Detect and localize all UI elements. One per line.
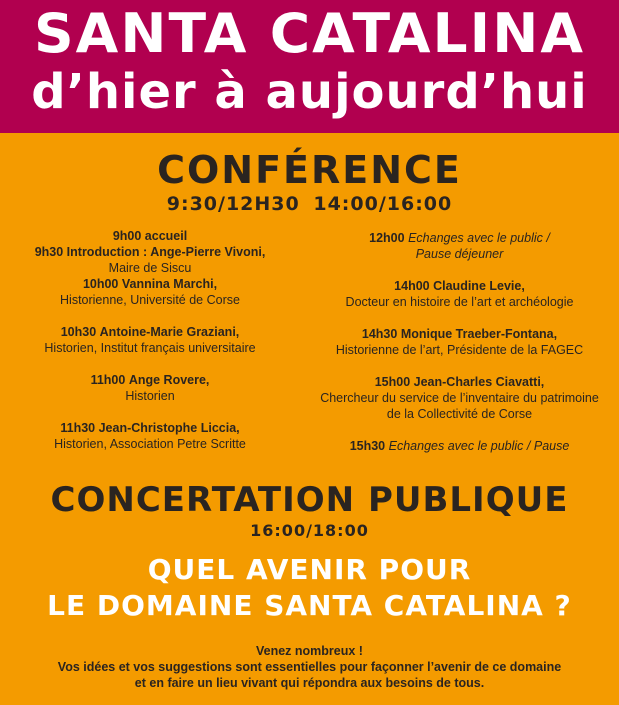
item-name: Antoine-Marie Graziani, bbox=[99, 325, 240, 339]
item-time: 11h30 bbox=[60, 421, 96, 435]
item-role: Docteur en histoire de l’art et archéologie bbox=[345, 295, 574, 309]
item-role: Historienne de l’art, Présidente de la FAGEC bbox=[335, 343, 584, 357]
main-title: SANTA CATALINA bbox=[33, 2, 586, 65]
question-line-1: QUEL AVENIR POUR bbox=[147, 553, 472, 586]
item-name: Monique Traeber-Fontana, bbox=[400, 327, 558, 341]
item-time: 9h30 bbox=[34, 245, 64, 259]
item-role: Maire de Siscu bbox=[108, 261, 192, 275]
schedule-item bbox=[300, 230, 619, 262]
concertation-times: 16:00/18:00 bbox=[250, 521, 369, 540]
item-role: Chercheur du service de l’inventaire du patrimoine bbox=[320, 391, 599, 405]
item-role: Historien, Institut français universitaire bbox=[44, 341, 256, 355]
item-role: Historien, Association Petre Scritte bbox=[54, 437, 246, 451]
subtitle: d’hier à aujourd’hui bbox=[31, 64, 588, 120]
schedule-left-column bbox=[0, 228, 300, 452]
question-heading bbox=[0, 552, 619, 624]
schedule-item bbox=[300, 278, 619, 310]
item-role: Historien bbox=[125, 389, 175, 403]
item-time: 10h30 bbox=[60, 325, 97, 339]
schedule-right-column bbox=[300, 230, 619, 454]
item-time: 15h00 bbox=[374, 375, 411, 389]
item-note: Pause déjeuner bbox=[415, 247, 504, 261]
item-role: Historienne, Université de Corse bbox=[60, 293, 240, 307]
schedule-item bbox=[0, 276, 300, 308]
item-time: 10h00 bbox=[82, 277, 119, 291]
item-name: Claudine Levie, bbox=[433, 279, 525, 293]
footer-line-3: et en faire un lieu vivant qui répondra aux besoins de tous. bbox=[134, 676, 485, 690]
schedule-item bbox=[300, 326, 619, 358]
schedule-item bbox=[300, 438, 619, 454]
schedule-item bbox=[0, 420, 300, 452]
item-note: Echanges avec le public / bbox=[408, 231, 550, 245]
footer-line-2: Vos idées et vos suggestions sont essentielles pour façonner l’avenir de ce domaine bbox=[57, 660, 562, 674]
item-name: Jean-Christophe Liccia, bbox=[98, 421, 240, 435]
item-name: accueil bbox=[144, 229, 188, 243]
item-time: 15h30 bbox=[349, 439, 386, 453]
item-name: Ange Rovere, bbox=[128, 373, 210, 387]
footer-line-1: Venez nombreux ! bbox=[256, 644, 363, 658]
conference-title: CONFÉRENCE bbox=[157, 148, 462, 192]
schedule-item bbox=[300, 374, 619, 422]
item-name: Introduction : Ange-Pierre Vivoni, bbox=[66, 245, 266, 259]
item-time: 9h00 bbox=[112, 229, 142, 243]
schedule-item bbox=[0, 228, 300, 244]
schedule-item bbox=[0, 372, 300, 404]
concertation-title: CONCERTATION PUBLIQUE bbox=[50, 480, 569, 520]
header-banner bbox=[0, 0, 619, 133]
item-time: 14h00 bbox=[394, 279, 430, 293]
schedule-item bbox=[0, 324, 300, 356]
question-line-2: LE DOMAINE SANTA CATALINA ? bbox=[47, 589, 572, 622]
item-name: Vannina Marchi, bbox=[121, 277, 218, 291]
item-name: Jean-Charles Ciavatti, bbox=[413, 375, 545, 389]
item-role: de la Collectivité de Corse bbox=[386, 407, 533, 421]
item-note: Echanges avec le public / Pause bbox=[388, 439, 570, 453]
item-time: 14h30 bbox=[361, 327, 398, 341]
conference-times: 9:30/12H30 14:00/16:00 bbox=[166, 193, 453, 215]
item-time: 11h00 bbox=[90, 373, 126, 387]
schedule-item bbox=[0, 244, 300, 276]
item-time: 12h00 bbox=[369, 231, 405, 245]
footer-text bbox=[0, 643, 619, 691]
